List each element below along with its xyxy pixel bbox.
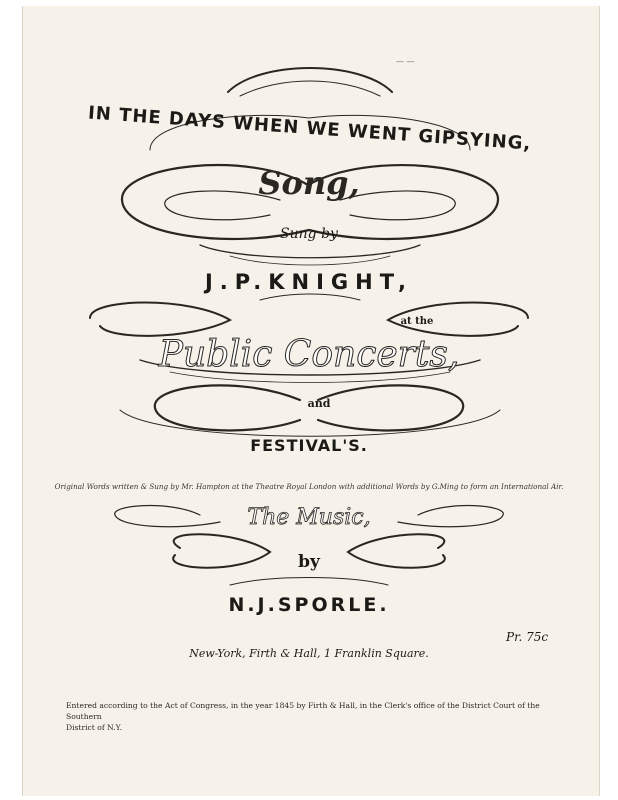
flourish-and-swirl [120,385,500,436]
copyright-line-1: Entered according to the Act of Congress, in the year 1845 by Firth & Hall, in the Clerk's office of the District Court of the Southern [66,701,540,721]
price-label: Pr. 75c [506,630,549,644]
song-title: IN THE DAYS WHEN WE WENT GIPSYING, [87,102,532,155]
composer-name: N.J.SPORLE. [228,594,390,616]
sung-by-label: Sung by [280,226,338,242]
venue-heading: Public Concerts, [158,334,460,375]
at-the-label: at the [400,316,434,327]
by-label: by [298,552,320,572]
copyright-notice [66,700,566,733]
copyright-line-2: District of N.Y. [66,723,123,732]
genre-heading: Song, [258,164,360,202]
and-label: and [307,397,331,410]
corner-mark: — — [396,57,415,66]
music-label: The Music, [247,505,371,530]
singer-name: J.P.KNIGHT, [204,270,414,294]
festivals-heading: FESTIVAL'S. [250,436,368,455]
publisher-line: New-York, Firth & Hall, 1 Franklin Square. [189,647,429,660]
origin-note: Original Words written & Sung by Mr. Hampton at the Theatre Royal London with additional Words by G.Ming to form an International Air. [54,482,564,491]
